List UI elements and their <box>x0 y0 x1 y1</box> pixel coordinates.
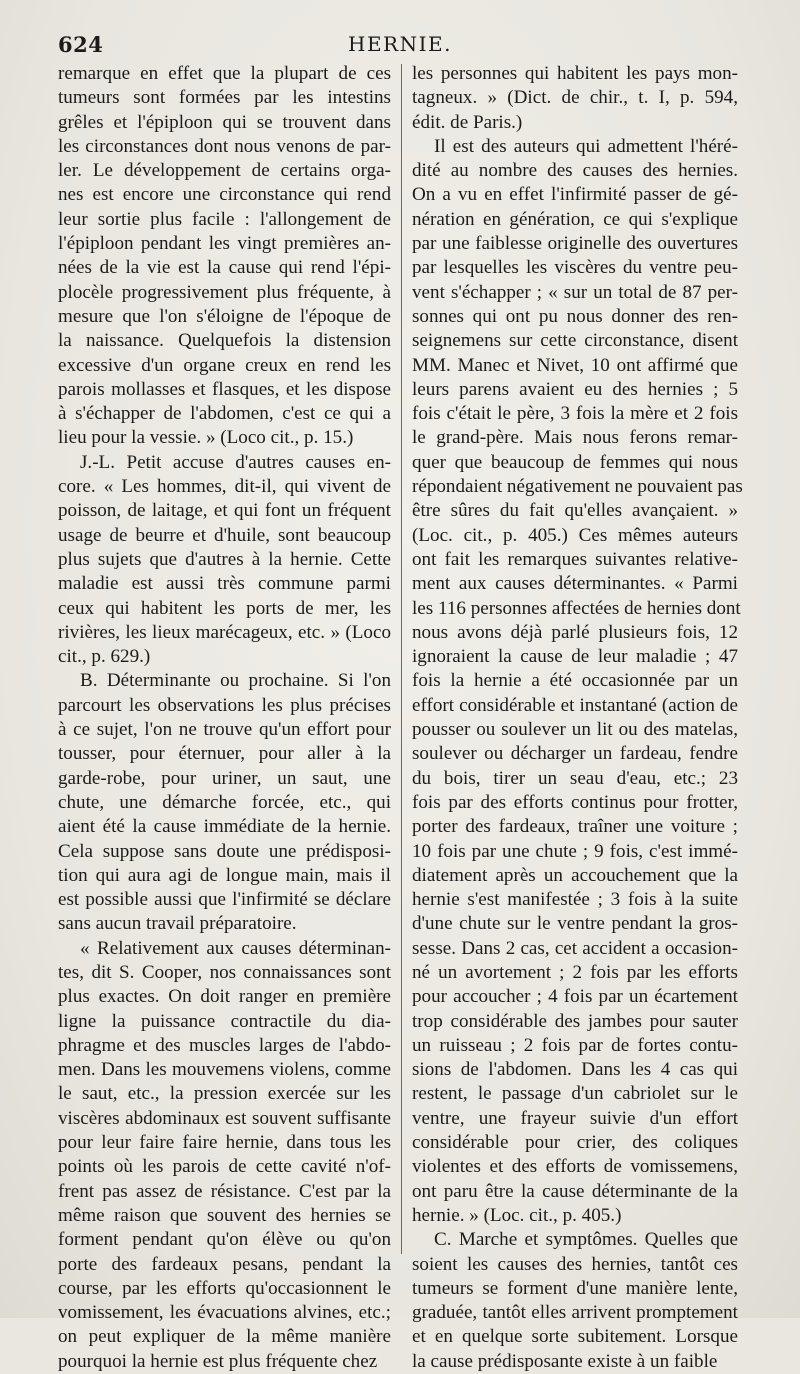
text-line: né un avortement ; 2 fois par les efforts <box>412 961 738 983</box>
text-line: aient été la cause immédiate de la hernie. <box>58 816 391 838</box>
text-line: vomissement, les évacuations alvines, etc.; <box>58 1302 391 1324</box>
text-line: fois c'était le père, 3 fois la mère et 2 fois <box>412 403 738 425</box>
text-line: MM. Manec et Nivet, 10 ont affirmé que <box>412 354 738 376</box>
text-line: trop considérable des jambes pour sauter <box>412 1010 738 1032</box>
text-line: phragme et des muscles larges de l'abdo- <box>58 1034 391 1056</box>
text-line: chute, une démarche forcée, etc., qui <box>58 791 391 813</box>
text-line: plocèle progressivement plus fréquente, à <box>58 281 391 303</box>
text-line: dité au nombre des causes des hernies. <box>412 160 738 182</box>
text-line: violentes et des efforts de vomissemens, <box>412 1156 738 1178</box>
text-line: et en quelque sorte subitement. Lorsque <box>412 1326 738 1348</box>
text-line: parois mollasses et flasques, et les dispose <box>58 378 391 400</box>
text-line: à ce sujet, l'on ne trouve qu'un effort pour <box>58 719 391 741</box>
text-line: ligne la puissance contractile du dia- <box>58 1010 391 1032</box>
text-line: lieu pour la vessie. » (Loco cit., p. 15.) <box>58 427 354 449</box>
text-line: mesure que l'on s'éloigne de l'époque de <box>58 305 391 327</box>
text-line: par une faiblesse originelle des ouvertures <box>412 233 738 255</box>
text-line: effort considérable et instantané (action de <box>412 694 738 716</box>
text-line: cit., p. 629.) <box>58 646 151 668</box>
text-line: plus exactes. On doit ranger en première <box>58 986 391 1008</box>
text-line: quer que beaucoup de femmes qui nous <box>412 451 738 473</box>
text-line: forment pendant qu'on élève ou qu'on <box>58 1229 391 1251</box>
text-line: on peut expliquer de la même manière <box>58 1326 391 1348</box>
text-line: seignemens sur cette circonstance, disent <box>412 330 738 352</box>
text-line: rivières, les lieux marécageux, etc. » (Loco <box>58 621 391 643</box>
text-line: d'une chute sur le ventre pendant la gros- <box>412 913 738 935</box>
text-line: Il est des auteurs qui admettent l'héré- <box>434 135 738 157</box>
text-line: restent, le passage d'un cabriolet sur le <box>412 1083 738 1105</box>
text-line: pour accoucher ; 4 fois par un écartement <box>412 986 738 1008</box>
text-line: (Loc. cit., p. 405.) Ces mêmes auteurs <box>412 524 738 546</box>
text-line: ceux qui habitent les ports de mer, les <box>58 597 391 619</box>
text-line: les circonstances dont nous venons de par- <box>58 135 391 157</box>
text-line: le saut, etc., la pression exercée sur les <box>58 1083 391 1105</box>
text-line: remarque en effet que la plupart de ces <box>58 63 391 84</box>
text-line: l'épiploon pendant les vingt premières an- <box>58 233 391 255</box>
text-line: du bois, tirer un seau d'eau, etc.; 23 <box>412 767 738 789</box>
text-line: diatement après un accouchement que la <box>412 864 738 886</box>
text-line: à s'échapper de l'abdomen, c'est ce qui a <box>58 403 391 425</box>
text-line: usage de beurre et d'huile, sont beaucoup <box>58 524 391 546</box>
text-line: grêles et l'épiploon qui se trouvent dans <box>58 111 391 133</box>
page-header <box>58 32 742 60</box>
text-line: viscères abdominaux est souvent suffisante <box>58 1107 391 1129</box>
text-line: Cela suppose sans doute une prédisposi- <box>58 840 391 862</box>
text-line: porte des fardeaux pesans, pendant la <box>58 1253 391 1275</box>
text-line: sions de l'abdomen. Dans les 4 cas qui <box>412 1059 738 1081</box>
text-line: hernie. » (Loc. cit., p. 405.) <box>412 1204 622 1226</box>
text-line: la cause prédisposante existe à un faible <box>412 1350 718 1372</box>
running-title: HERNIE. <box>348 32 452 56</box>
text-line: points où les parois de cette cavité n'of- <box>58 1156 391 1178</box>
text-line: graduée, tantôt elles arrivent promptement <box>412 1302 738 1324</box>
text-line: tes, dit S. Cooper, nos connaissances sont <box>58 961 391 983</box>
text-line: maladie est aussi très commune parmi <box>58 573 391 595</box>
text-line: nération en génération, ce qui s'explique <box>412 208 738 230</box>
text-line: course, par les efforts qu'occasionnent le <box>58 1277 391 1299</box>
left-column <box>58 62 391 1374</box>
page-number: 624 <box>58 32 104 57</box>
text-line: ler. Le développement de certains orga- <box>58 160 391 182</box>
text-line: core. « Les hommes, dit-il, qui vivent de <box>58 476 391 498</box>
text-line: même raison que souvent des hernies se <box>58 1204 391 1226</box>
text-line: considérable pour crier, des coliques <box>412 1132 738 1154</box>
text-line: tion qui aura agi de longue main, mais il <box>58 864 391 886</box>
text-line: nous avons déjà parlé plusieurs fois, 12 <box>412 621 738 643</box>
text-line: ment aux causes déterminantes. « Parmi <box>412 573 738 595</box>
text-line: leurs parens avaient eu des hernies ; 5 <box>412 378 738 400</box>
text-line: garde-robe, pour uriner, un saut, une <box>58 767 391 789</box>
text-line: J.-L. Petit accuse d'autres causes en- <box>80 451 391 473</box>
text-line: nes est encore une circonstance qui rend <box>58 184 391 206</box>
text-line: pousser ou soulever un lit ou des matelas, <box>412 719 738 741</box>
text-line: men. Dans les mouvemens violens, comme <box>58 1059 391 1081</box>
text-line: plus sujets que d'autres à la hernie. Cette <box>58 548 391 570</box>
text-line: porter des fardeaux, traîner une voiture ; <box>412 816 738 838</box>
text-line: les personnes qui habitent les pays mon- <box>412 63 738 84</box>
text-line: frent pas assez de résistance. C'est par la <box>58 1180 391 1202</box>
text-line: tumeurs se forment d'une manière lente, <box>412 1277 738 1299</box>
text-line: parcourt les observations les plus précises <box>58 694 391 716</box>
text-line: être sûres du fait qu'elles avançaient. » <box>412 500 738 522</box>
text-line: nées de la vie est la cause qui rend l'épi- <box>58 257 391 279</box>
text-line: sesse. Dans 2 cas, cet accident a occasion- <box>412 937 738 959</box>
text-line: les 116 personnes affectées de hernies dont <box>412 597 741 619</box>
text-line: tousser, pour éternuer, pour aller à la <box>58 743 391 765</box>
text-line: leur sortie plus facile : l'allongement de <box>58 208 391 230</box>
text-line: soient les causes des hernies, tantôt ces <box>412 1253 738 1275</box>
text-line: poisson, de laitage, et qui font un fréquent <box>58 500 391 522</box>
text-line: le grand-père. Mais nous ferons remar- <box>412 427 738 449</box>
text-line: tagneux. » (Dict. de chir., t. I, p. 594, <box>412 87 738 109</box>
text-line: répondaient négativement ne pouvaient pas <box>412 476 743 498</box>
text-line: B. Déterminante ou prochaine. Si l'on <box>80 670 391 692</box>
text-line: 10 fois par une chute ; 9 fois, c'est immé- <box>412 840 738 862</box>
text-line: par lesquelles les viscères du ventre peu- <box>412 257 738 279</box>
right-column <box>412 62 743 1374</box>
text-line: On a vu en effet l'infirmité passer de gé- <box>412 184 738 206</box>
text-line: fois par des efforts continus pour frotter, <box>412 791 738 813</box>
text-line: la naissance. Quelquefois la distension <box>58 330 391 352</box>
text-line: sans aucun travail préparatoire. <box>58 913 297 935</box>
text-line: hernie s'est manifestée ; 3 fois à la suite <box>412 889 738 911</box>
text-line: vent s'échapper ; « sur un total de 87 per- <box>412 281 738 303</box>
text-line: édit. de Paris.) <box>412 111 523 133</box>
text-line: un ruisseau ; 2 fois par de fortes contu- <box>412 1034 738 1056</box>
text-line: pourquoi la hernie est plus fréquente chez <box>58 1350 378 1372</box>
text-line: fois la hernie a été occasionnée par un <box>412 670 738 692</box>
text-line: soulever ou décharger un fardeau, fendre <box>412 743 738 765</box>
text-line: ignoraient la cause de leur maladie ; 47 <box>412 646 738 668</box>
text-line: ventre, une frayeur suivie d'un effort <box>412 1107 738 1129</box>
text-line: pour leur faire faire hernie, dans tous les <box>58 1132 391 1154</box>
text-line: sonnes qui ont pu nous donner des ren- <box>412 305 738 327</box>
text-line: ont paru être la cause déterminante de la <box>412 1180 738 1202</box>
text-line: ont fait les remarques suivantes relative- <box>412 548 738 570</box>
column-divider <box>401 64 402 1254</box>
text-line: est possible aussi que l'infirmité se déclare <box>58 889 391 911</box>
text-line: excessive d'un organe creux en rend les <box>58 354 391 376</box>
text-line: tumeurs sont formées par les intestins <box>58 87 391 109</box>
text-line: C. Marche et symptômes. Quelles que <box>434 1229 738 1251</box>
text-line: « Relativement aux causes déterminan- <box>80 937 391 959</box>
